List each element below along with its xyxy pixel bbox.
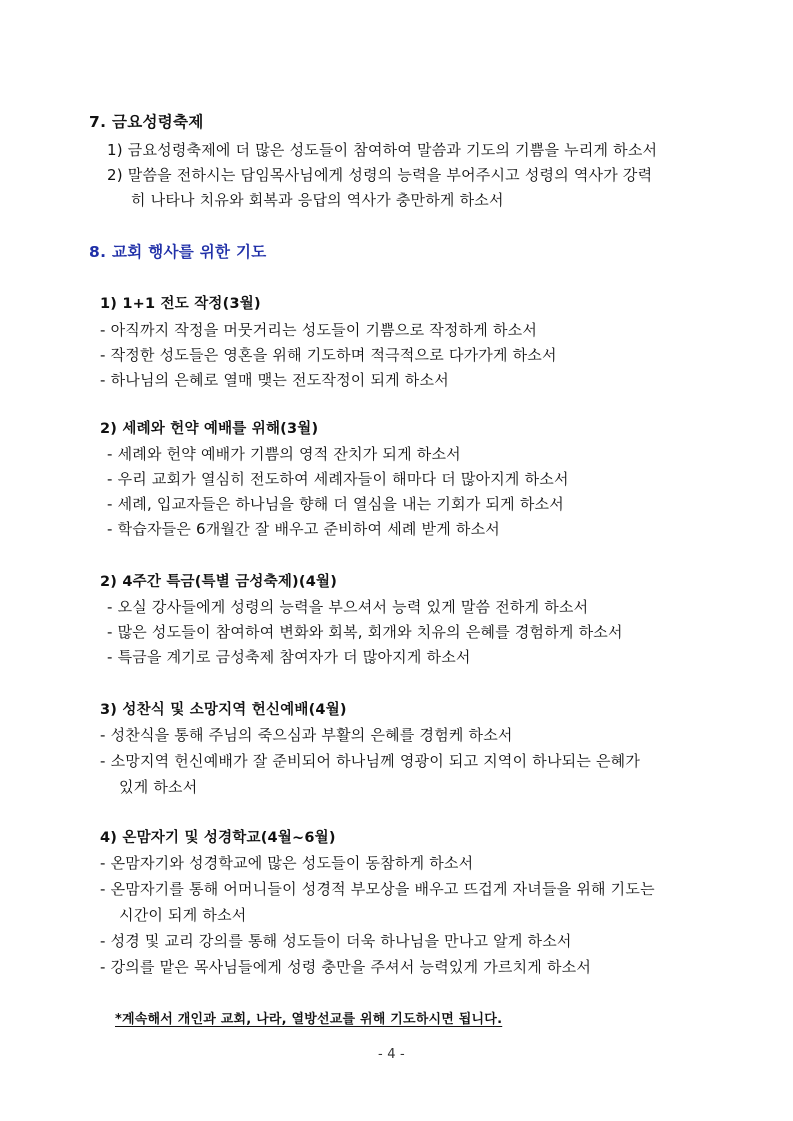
list-item: - 온맘자기를 통해 어머니들이 성경적 부모상을 배우고 뜨겁게 자녀들을 위해 기도는	[100, 880, 655, 898]
list-item: - 성찬식을 통해 주님의 죽으심과 부활의 은혜를 경험케 하소서	[100, 726, 513, 744]
list-item: - 소망지역 헌신예배가 잘 준비되어 하나님께 영광이 되고 지역이 하나되는 은혜가	[100, 752, 641, 770]
list-item: - 작정한 성도들은 영혼을 위해 기도하며 적극적으로 다가가게 하소서	[100, 346, 557, 364]
list-item: - 하나님의 은혜로 열매 맺는 전도작정이 되게 하소서	[100, 371, 449, 389]
list-item: - 학습자들은 6개월간 잘 배우고 준비하여 세례 받게 하소서	[107, 520, 500, 538]
list-item: - 세례, 입교자들은 하나님을 향해 더 열심을 내는 기회가 되게 하소서	[107, 495, 564, 513]
section-7-item-1: 1) 금요성령축제에 더 많은 성도들이 참여하여 말씀과 기도의 기쁨을 누리게 하소서	[107, 141, 658, 159]
list-item: - 많은 성도들이 참여하여 변화와 회복, 회개와 치유의 은혜를 경험하게 하소서	[107, 623, 623, 641]
footer-note: *계속해서 개인과 교회, 나라, 열방선교를 위해 기도하시면 됩니다.	[115, 1012, 503, 1027]
section-7-item-2: 2) 말씀을 전하시는 담임목사님에게 성령의 능력을 부어주시고 성령의 역사가 강력	[107, 166, 653, 184]
sub-heading-evangelism: 1) 1+1 전도 작정(3월)	[100, 296, 261, 312]
list-item: - 우리 교회가 열심히 전도하여 세례자들이 해마다 더 많아지게 하소서	[107, 470, 569, 488]
list-item: - 세례와 헌약 예배가 기쁨의 영적 잔치가 되게 하소서	[107, 445, 461, 463]
section-7-item-2-cont: 히 나타나 치유와 회복과 응답의 역사가 충만하게 하소서	[131, 191, 504, 209]
list-item-cont: 있게 하소서	[119, 778, 198, 796]
section-7-title: 7. 금요성령축제	[89, 113, 204, 131]
sub-heading-communion: 3) 성찬식 및 소망지역 헌신예배(4월)	[100, 702, 347, 718]
list-item-cont: 시간이 되게 하소서	[119, 906, 247, 924]
section-8-title: 8. 교회 행사를 위한 기도	[89, 243, 267, 261]
sub-heading-special-meeting: 2) 4주간 특금(특별 금성축제)(4월)	[100, 574, 338, 590]
list-item: - 성경 및 교리 강의를 통해 성도들이 더욱 하나님을 만나고 알게 하소서	[100, 932, 572, 950]
sub-heading-baptism: 2) 세례와 헌약 예배를 위해(3월)	[100, 421, 319, 437]
list-item: - 오실 강사들에게 성령의 능력을 부으셔서 능력 있게 말씀 전하게 하소서	[107, 598, 589, 616]
list-item: - 강의를 맡은 목사님들에게 성령 충만을 주셔서 능력있게 가르치게 하소서	[100, 958, 592, 976]
list-item: - 특금을 계기로 금성축제 참여자가 더 많아지게 하소서	[107, 648, 471, 666]
list-item: - 온맘자기와 성경학교에 많은 성도들이 동참하게 하소서	[100, 854, 474, 872]
list-item: - 아직까지 작정을 머뭇거리는 성도들이 기쁨으로 작정하게 하소서	[100, 321, 538, 339]
sub-heading-bible-school: 4) 온맘자기 및 성경학교(4월~6월)	[100, 830, 336, 846]
page-number: - 4 -	[378, 1047, 405, 1062]
